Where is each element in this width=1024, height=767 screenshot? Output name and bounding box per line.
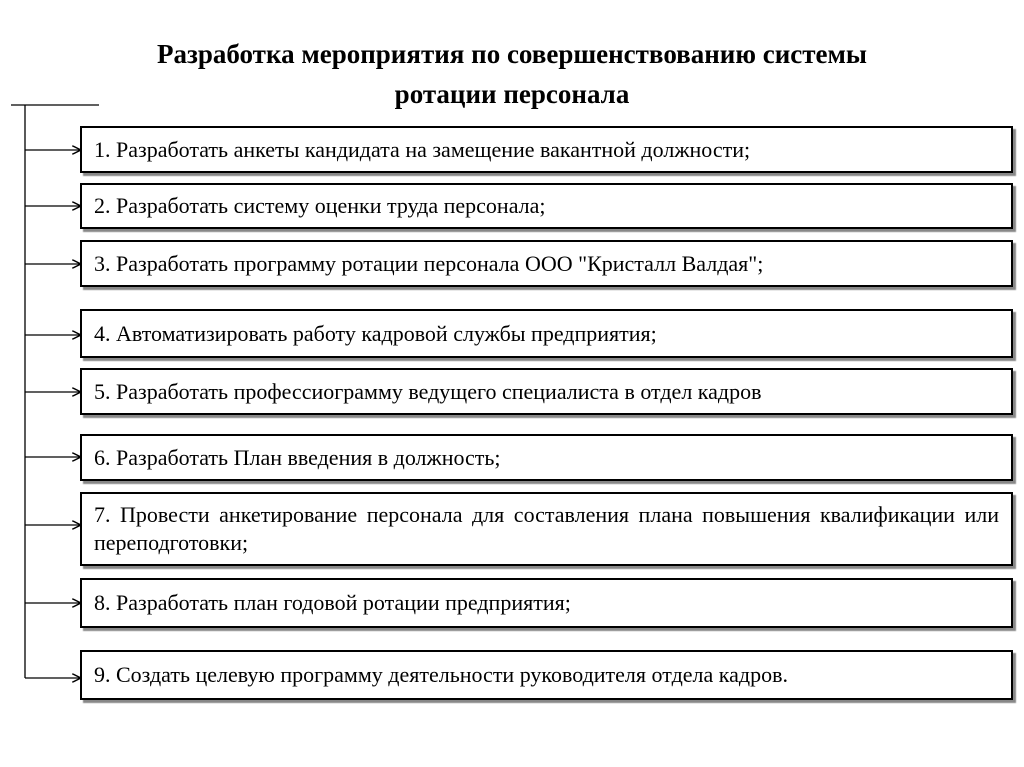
step-text-6: 6. Разработать План введения в должность;: [94, 444, 501, 470]
step-box-5: [80, 368, 1013, 415]
step-box-4: [80, 309, 1013, 358]
step-box-6: [80, 434, 1013, 481]
step-text-2: 2. Разработать систему оценки труда персонала;: [94, 193, 546, 218]
title-line-1: Разработка мероприятия по совершенствованию системы: [157, 39, 867, 69]
step-text-8: 8. Разработать план годовой ротации предприятия;: [94, 590, 571, 615]
step-box-1: [80, 126, 1013, 173]
step-text-5: 5. Разработать профессиограмму ведущего специалиста в отдел кадров: [94, 378, 762, 404]
title-line-2: ротации персонала: [394, 79, 630, 109]
step-box-8: [80, 578, 1013, 628]
step-text-4: 4. Автоматизировать работу кадровой службы предприятия;: [94, 320, 657, 346]
step-box-2: [80, 183, 1013, 229]
step-text-1: 1. Разработать анкеты кандидата на замещение вакантной должности;: [94, 136, 751, 162]
step-box-7: [80, 492, 1013, 566]
step-box-3: [80, 240, 1013, 287]
step-text-9: 9. Создать целевую программу деятельности руководителя отдела кадров.: [94, 662, 788, 687]
step-text-3: 3. Разработать программу ротации персонала ООО "Кристалл Валдая";: [94, 250, 764, 276]
step-box-9: [80, 650, 1013, 700]
step-text-7: 7. Провести анкетирование персонала для составления плана повышения квалификации или переподготовки;: [94, 502, 999, 555]
